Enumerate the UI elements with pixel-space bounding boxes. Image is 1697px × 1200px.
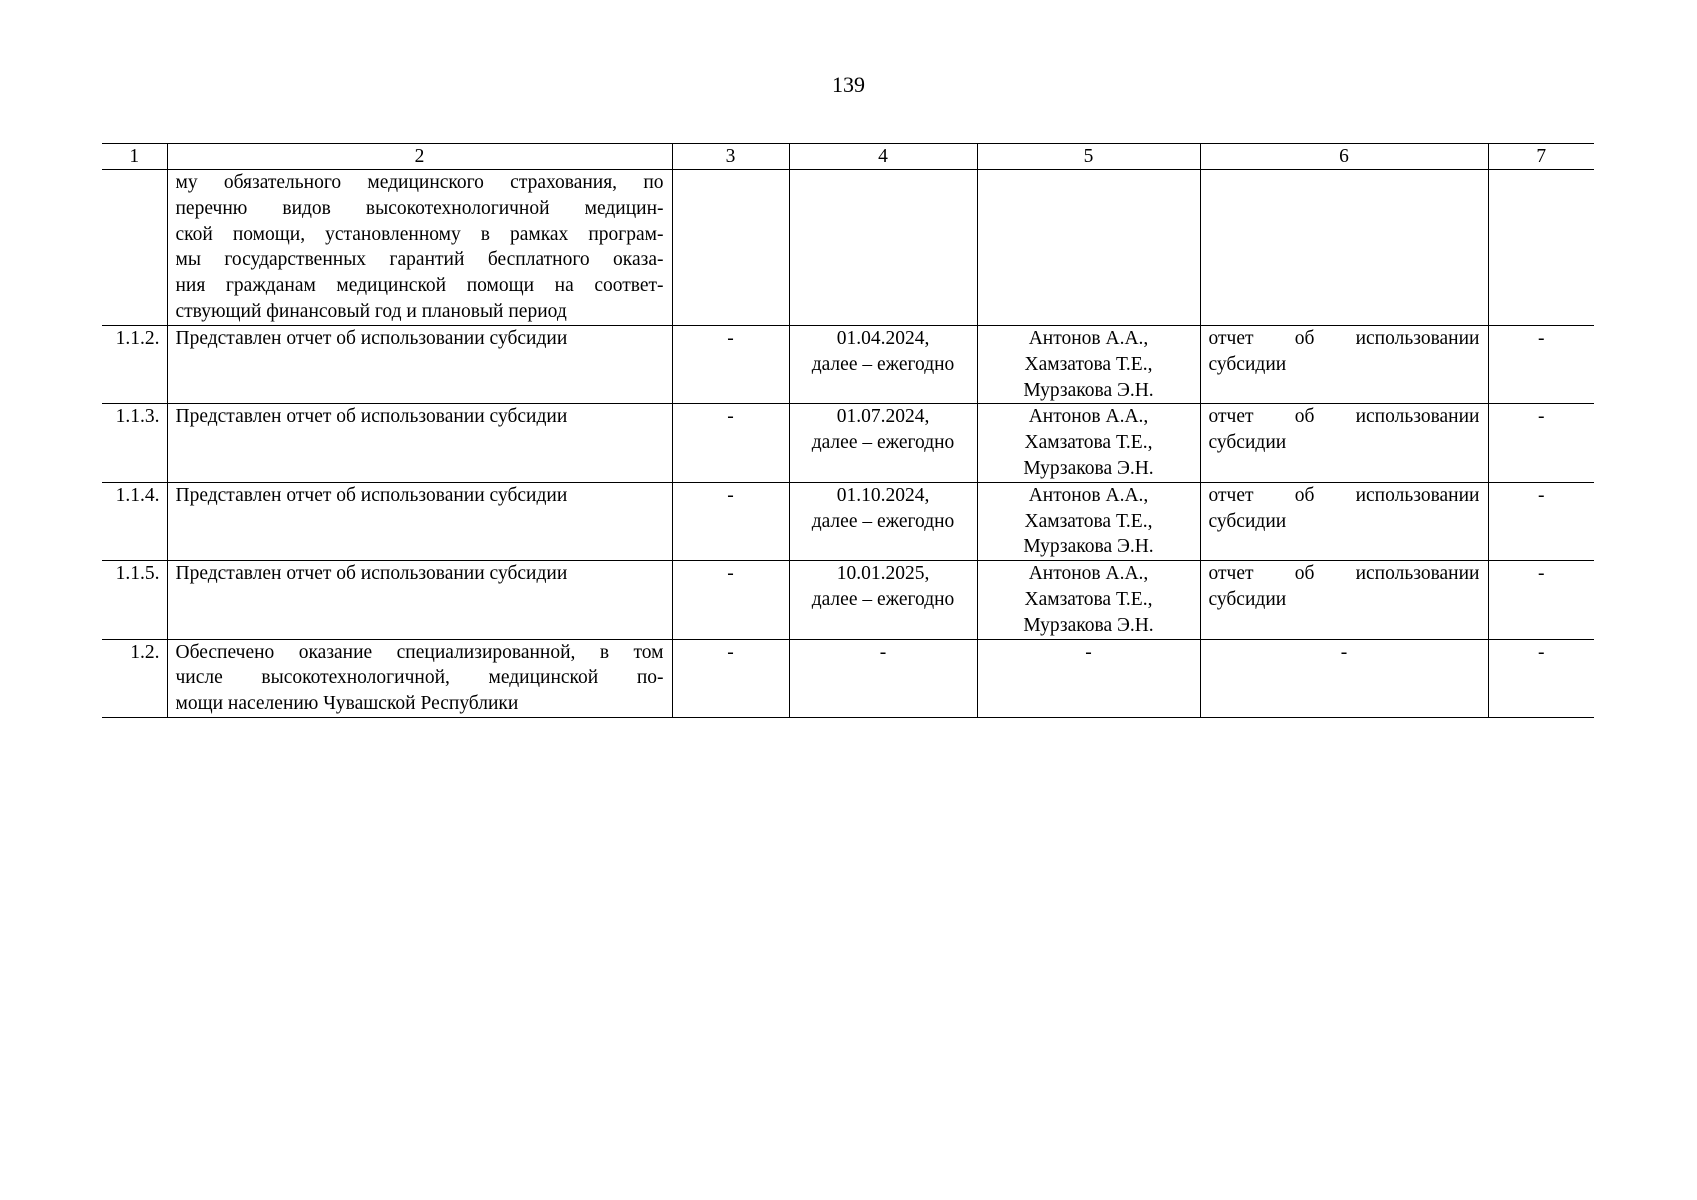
column-header-3: 3 — [672, 144, 789, 170]
description-cell: Представлен отчет об использовании субсидии — [167, 482, 672, 560]
deadline-date: 01.10.2024, — [836, 484, 930, 506]
table-row — [102, 404, 1594, 482]
description-line: мы государственных гарантий бесплатного оказа- — [175, 249, 664, 271]
cell-col3: - — [672, 404, 789, 482]
responsible-person: Хамзатова Т.Е., — [1024, 353, 1153, 375]
description-cell: Представлен отчет об использовании субсидии — [167, 326, 672, 404]
result-cell — [1200, 482, 1488, 560]
cell-col7: - — [1488, 326, 1594, 404]
description-cell — [167, 639, 672, 717]
column-number-header — [102, 144, 1594, 170]
responsible-person: Антонов А.А., — [1028, 406, 1149, 428]
cell-col7: - — [1488, 639, 1594, 717]
responsible-cell — [977, 561, 1200, 639]
deadline-recurrence: далее – ежегодно — [811, 588, 955, 610]
description-line: ния гражданам медицинской помощи на соответ- — [175, 275, 664, 297]
responsible-person: Антонов А.А., — [1028, 484, 1149, 506]
page-number: 139 — [832, 72, 865, 97]
result-line: субсидии — [1208, 510, 1287, 532]
column-header-4: 4 — [789, 144, 977, 170]
cell-col5 — [977, 170, 1200, 326]
cell-col7: - — [1488, 561, 1594, 639]
deadline-recurrence: далее – ежегодно — [811, 510, 955, 532]
table-row — [102, 482, 1594, 560]
row-number-cell: 1.1.3. — [102, 404, 167, 482]
row-number-cell — [102, 170, 167, 326]
description-line: числе высокотехнологичной, медицинской по- — [175, 667, 664, 689]
responsible-person: Мурзакова Э.Н. — [1023, 379, 1154, 401]
cell-col3: - — [672, 482, 789, 560]
result-line: субсидии — [1208, 588, 1287, 610]
responsible-person: Хамзатова Т.Е., — [1024, 432, 1153, 454]
deadline-recurrence: далее – ежегодно — [811, 432, 955, 454]
deadline-recurrence: далее – ежегодно — [811, 353, 955, 375]
column-header-6: 6 — [1200, 144, 1488, 170]
responsible-person: Антонов А.А., — [1028, 328, 1149, 349]
responsible-person: Антонов А.А., — [1028, 563, 1149, 585]
responsible-person: Хамзатова Т.Е., — [1024, 510, 1153, 532]
result-line: отчет об использовании — [1208, 328, 1480, 349]
result-line: отчет об использовании — [1208, 484, 1480, 506]
cell-col7: - — [1488, 404, 1594, 482]
deadline-cell — [789, 482, 977, 560]
cell-col5: - — [977, 639, 1200, 717]
result-cell — [1200, 326, 1488, 404]
description-line: ской помощи, установленному в рамках програм- — [175, 223, 664, 245]
cell-col3: - — [672, 561, 789, 639]
description-cell: Представлен отчет об использовании субсидии — [167, 561, 672, 639]
responsible-person: Мурзакова Э.Н. — [1023, 457, 1154, 479]
responsible-cell — [977, 326, 1200, 404]
deadline-date: 01.04.2024, — [836, 328, 930, 349]
row-number-cell: 1.1.4. — [102, 482, 167, 560]
deadline-cell — [789, 326, 977, 404]
cell-col4 — [789, 170, 977, 326]
deadline-date: 10.01.2025, — [836, 563, 930, 585]
result-cell — [1200, 404, 1488, 482]
row-number-cell: 1.2. — [102, 639, 167, 717]
deadline-date: 01.07.2024, — [836, 406, 930, 428]
cell-col3: - — [672, 326, 789, 404]
cell-col4: - — [789, 639, 977, 717]
row-number-cell: 1.1.5. — [102, 561, 167, 639]
row-number-cell: 1.1.2. — [102, 326, 167, 404]
responsible-cell — [977, 482, 1200, 560]
description-line: перечню видов высокотехнологичной медицин- — [175, 197, 664, 219]
cell-col3: - — [672, 639, 789, 717]
table-row-continuation — [102, 170, 1594, 326]
cell-col6 — [1200, 170, 1488, 326]
table-row — [102, 326, 1594, 404]
description-line: Обеспечено оказание специализированной, в том — [175, 641, 664, 663]
table-row — [102, 561, 1594, 639]
cell-col7: - — [1488, 482, 1594, 560]
column-header-1: 1 — [102, 144, 167, 170]
column-header-2: 2 — [167, 144, 672, 170]
description-line: мощи населению Чувашской Республики — [175, 693, 519, 715]
plan-table — [102, 143, 1594, 718]
responsible-cell — [977, 404, 1200, 482]
table-row — [102, 639, 1594, 717]
responsible-person: Хамзатова Т.Е., — [1024, 588, 1153, 610]
cell-col3 — [672, 170, 789, 326]
responsible-person: Мурзакова Э.Н. — [1023, 614, 1154, 636]
result-line: отчет об использовании — [1208, 406, 1480, 428]
description-line: ствующий финансовый год и плановый период — [175, 300, 567, 322]
column-header-5: 5 — [977, 144, 1200, 170]
cell-col6: - — [1200, 639, 1488, 717]
cell-col7 — [1488, 170, 1594, 326]
description-cell — [167, 170, 672, 326]
responsible-person: Мурзакова Э.Н. — [1023, 536, 1154, 558]
column-header-7: 7 — [1488, 144, 1594, 170]
result-cell — [1200, 561, 1488, 639]
deadline-cell — [789, 404, 977, 482]
description-cell: Представлен отчет об использовании субсидии — [167, 404, 672, 482]
description-line: му обязательного медицинского страхования, по — [175, 172, 664, 193]
result-line: отчет об использовании — [1208, 563, 1480, 585]
deadline-cell — [789, 561, 977, 639]
result-line: субсидии — [1208, 432, 1287, 454]
result-line: субсидии — [1208, 353, 1287, 375]
